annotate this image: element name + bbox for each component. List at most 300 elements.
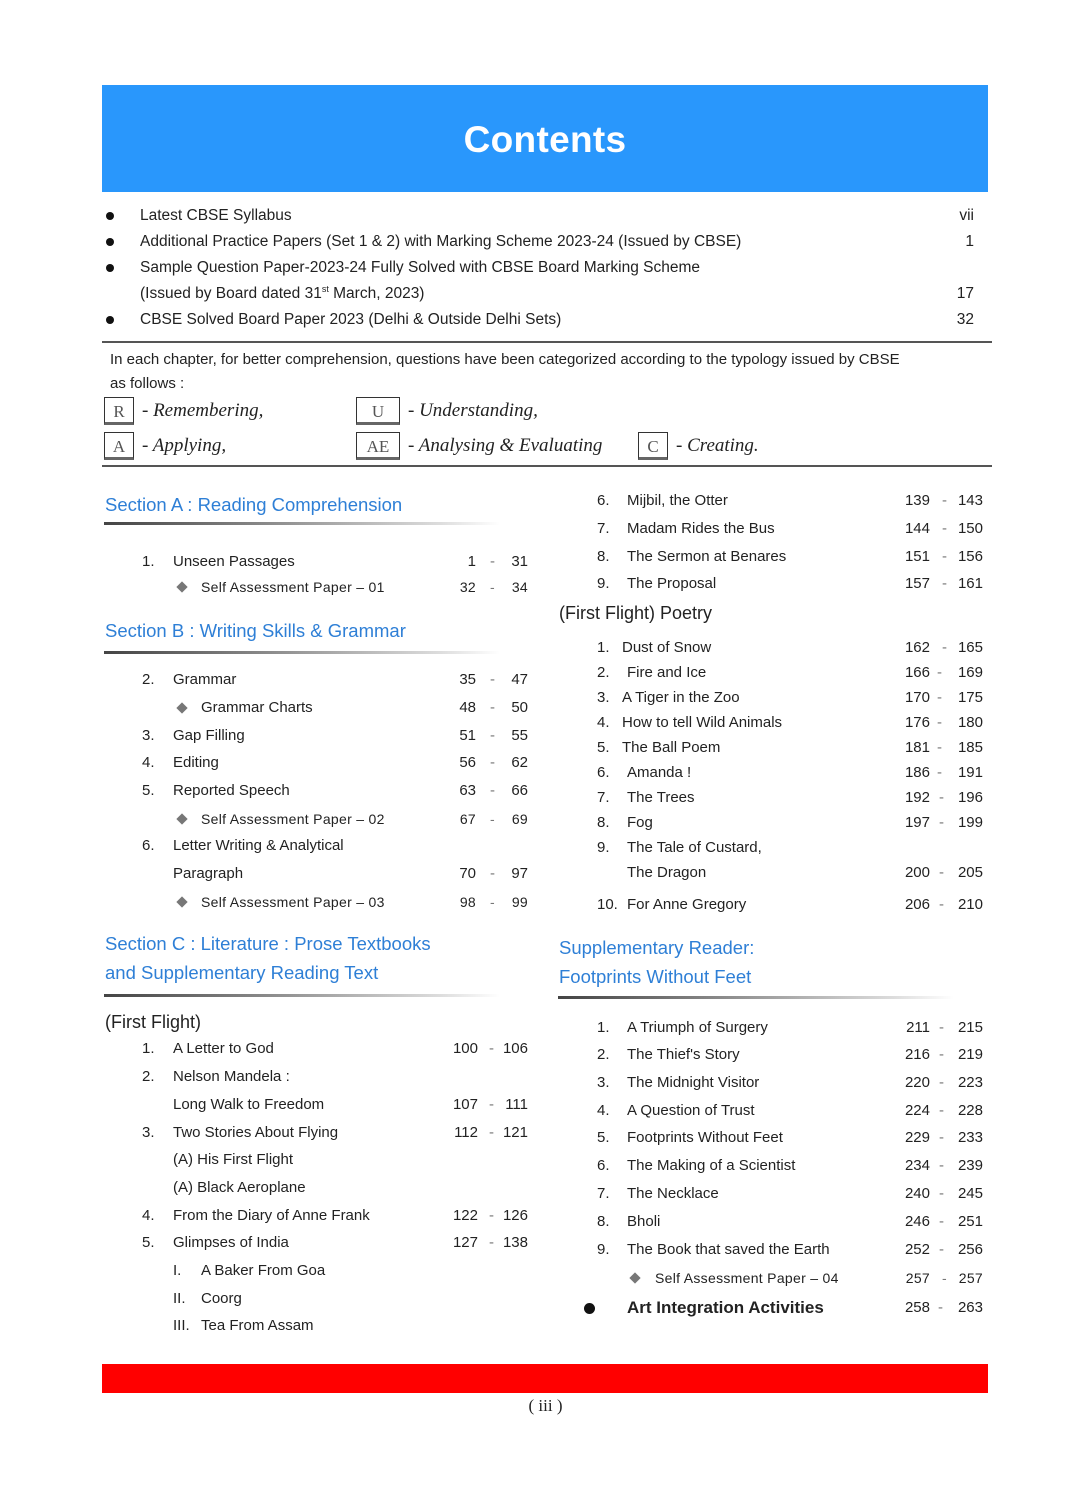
item-title-part: (Issued by Board dated 31	[140, 285, 322, 302]
page-from: 157	[904, 575, 930, 592]
page-to: 50	[511, 699, 528, 716]
toc-row[interactable]	[597, 1016, 987, 1040]
toc-row-sub[interactable]	[142, 807, 532, 831]
section-b-heading[interactable]: Section B : Writing Skills & Grammar	[105, 620, 406, 641]
item-title: The Midnight Visitor	[627, 1074, 760, 1091]
item-number: 5.	[597, 739, 610, 756]
page-to: 205	[957, 864, 983, 881]
item-number: 4.	[142, 754, 155, 771]
page-from: 48	[459, 699, 476, 716]
list-item[interactable]	[102, 229, 982, 255]
page-from: 112	[454, 1124, 478, 1141]
page-to: 156	[957, 548, 983, 565]
item-number: 5.	[142, 782, 155, 799]
page-dash: -	[939, 1185, 944, 1202]
page-to: 210	[957, 896, 983, 913]
item-title: Self Assessment Paper – 02	[201, 811, 385, 827]
section-heading-line: Supplementary Reader:	[559, 937, 755, 958]
bullet-icon	[106, 316, 114, 324]
page-title: Contents	[463, 118, 627, 160]
item-title: Gap Filling	[173, 727, 245, 744]
item-title: Self Assessment Paper – 01	[201, 579, 385, 595]
toc-row[interactable]	[597, 1210, 987, 1234]
bullet-icon	[584, 1303, 595, 1314]
page-to: 165	[957, 639, 983, 656]
page-from: 67	[459, 811, 476, 827]
typology-code-box: R	[104, 397, 134, 425]
page-to: 138	[502, 1234, 528, 1251]
section-rule	[104, 651, 500, 654]
footer-bar	[102, 1364, 988, 1393]
item-title: Bholi	[627, 1213, 661, 1230]
diamond-bullet-icon	[176, 581, 187, 592]
item-title: The Making of a Scientist	[627, 1157, 796, 1174]
item-number: 8.	[597, 814, 610, 831]
page-dash: -	[489, 1234, 494, 1251]
page-dash: -	[939, 814, 944, 831]
poetry-subheading: (First Flight) Poetry	[559, 603, 713, 623]
page-from: 186	[904, 764, 930, 781]
page-from: 166	[904, 664, 930, 681]
page-dash: -	[937, 714, 942, 731]
prose-subheading: (First Flight)	[105, 1012, 201, 1032]
toc-row[interactable]	[597, 1238, 987, 1262]
page-from: 211	[906, 1019, 930, 1036]
item-number: 2.	[142, 1068, 155, 1085]
item-title: Amanda !	[627, 764, 692, 781]
page-to: 111	[505, 1096, 528, 1113]
page-to: 239	[957, 1157, 983, 1174]
toc-row-sub[interactable]	[142, 890, 532, 914]
page-from: 197	[904, 814, 930, 831]
page-dash: -	[942, 1270, 947, 1286]
page-to: 126	[502, 1207, 528, 1224]
divider	[102, 341, 992, 343]
page-to: 47	[511, 671, 528, 688]
item-number: 4.	[597, 714, 610, 731]
page-dash: -	[490, 865, 495, 882]
page-dash: -	[490, 579, 495, 595]
page-from: 234	[904, 1157, 930, 1174]
item-title: From the Diary of Anne Frank	[173, 1207, 370, 1224]
page-from: 220	[904, 1074, 930, 1091]
item-title: Long Walk to Freedom	[173, 1096, 325, 1113]
typology-remembering	[104, 397, 263, 425]
page-to: 196	[957, 789, 983, 806]
roman-numeral: II.	[173, 1290, 186, 1307]
page-to: 97	[511, 865, 528, 882]
page-from: 1	[467, 553, 476, 570]
list-item[interactable]	[102, 307, 982, 333]
page-dash: -	[937, 689, 942, 706]
page-dash: -	[942, 575, 947, 592]
item-title: The Tale of Custard,	[627, 839, 762, 856]
page-dash: -	[937, 739, 942, 756]
page-from: 176	[904, 714, 930, 731]
toc-row-sub[interactable]	[142, 1287, 532, 1311]
typology-applying	[104, 432, 226, 460]
item-title: The Proposal	[627, 575, 717, 592]
page-dash: -	[939, 1019, 944, 1036]
toc-row[interactable]	[597, 489, 987, 513]
item-title: Fire and Ice	[627, 664, 707, 681]
toc-row[interactable]	[597, 761, 987, 785]
bullet-icon	[106, 238, 114, 246]
item-title: Editing	[173, 754, 219, 771]
item-title: Paragraph	[173, 865, 244, 882]
toc-row-sub[interactable]	[142, 696, 532, 720]
page-dash: -	[489, 1207, 494, 1224]
item-number: 2.	[597, 1046, 610, 1063]
page-dash: -	[937, 664, 942, 681]
item-title: The Book that saved the Earth	[627, 1241, 830, 1258]
item-number: 7.	[597, 1185, 610, 1202]
toc-row[interactable]	[142, 550, 532, 574]
item-number: 1.	[597, 639, 610, 656]
page-dash: -	[490, 811, 495, 827]
item-number: 4.	[597, 1102, 610, 1119]
typology-creating	[638, 432, 759, 460]
typology-label: - Analysing & Evaluating	[408, 435, 603, 456]
page-dash: -	[939, 864, 944, 881]
page-dash: -	[939, 1046, 944, 1063]
page-dash: -	[942, 520, 947, 537]
item-number: 2.	[597, 664, 610, 681]
page-to: 180	[957, 714, 983, 731]
page-number: 32	[956, 311, 974, 328]
page-to: 223	[957, 1074, 983, 1091]
typology-code-box: AE	[356, 432, 400, 460]
page-to: 199	[957, 814, 983, 831]
page-dash: -	[939, 789, 944, 806]
item-number: 8.	[597, 548, 610, 565]
list-item[interactable]	[102, 255, 982, 281]
page-dash: -	[939, 1241, 944, 1258]
page-from: 100	[452, 1040, 478, 1057]
toc-row[interactable]	[142, 1037, 532, 1061]
toc-row[interactable]	[142, 1204, 532, 1228]
intro-line: In each chapter, for better comprehension, questions have been categorized according to the typology issued by CBSE	[110, 351, 900, 368]
item-title: Coorg	[201, 1290, 242, 1307]
item-title: The Sermon at Benares	[627, 548, 787, 565]
page-dash: -	[489, 1124, 494, 1141]
page-from: 35	[459, 671, 476, 688]
page-to: 34	[511, 579, 528, 595]
toc-row-sub[interactable]	[142, 1259, 532, 1283]
page-to: 215	[957, 1019, 983, 1036]
page-from: 200	[904, 864, 930, 881]
item-number: 1.	[142, 553, 155, 570]
page-dash: -	[490, 699, 495, 716]
page-to: 245	[957, 1185, 983, 1202]
item-title: Letter Writing & Analytical	[173, 837, 344, 854]
toc-row[interactable]	[142, 751, 532, 775]
toc-row[interactable]	[597, 1154, 987, 1178]
item-title: Two Stories About Flying	[173, 1124, 339, 1141]
diamond-bullet-icon	[629, 1272, 640, 1283]
typology-label: - Applying,	[142, 435, 227, 456]
page-number: 17	[956, 285, 974, 302]
typology-analysing	[356, 432, 602, 460]
item-title: Unseen Passages	[173, 553, 295, 570]
typology-code-box: A	[104, 432, 134, 460]
page-from: 246	[904, 1213, 930, 1230]
item-number: 6.	[597, 492, 610, 509]
toc-row[interactable]	[597, 1126, 987, 1150]
toc-row[interactable]	[597, 736, 987, 760]
page-from: 98	[459, 894, 476, 910]
item-number: 4.	[142, 1207, 155, 1224]
toc-row[interactable]	[597, 572, 987, 596]
item-title: A Question of Trust	[627, 1102, 755, 1119]
toc-row[interactable]	[597, 636, 987, 660]
page-from: 151	[904, 548, 930, 565]
item-title: Additional Practice Papers (Set 1 & 2) with Marking Scheme 2023-24 (Issued by CBSE)	[140, 233, 742, 250]
page-from: 122	[452, 1207, 478, 1224]
item-title: The Thief's Story	[627, 1046, 740, 1063]
toc-row[interactable]	[597, 893, 987, 917]
toc-row[interactable]	[142, 779, 532, 803]
item-number: 6.	[597, 764, 610, 781]
page-dash: -	[939, 1074, 944, 1091]
item-title: Footprints Without Feet	[627, 1129, 783, 1146]
page-to: 66	[511, 782, 528, 799]
section-rule	[104, 522, 500, 525]
page-from: 144	[904, 520, 930, 537]
item-title: Mijbil, the Otter	[627, 492, 728, 509]
item-number: 6.	[597, 1157, 610, 1174]
toc-row-continuation[interactable]	[597, 861, 987, 885]
item-title: Self Assessment Paper – 04	[655, 1270, 839, 1286]
toc-row[interactable]	[597, 836, 987, 860]
page-dash: -	[490, 727, 495, 744]
section-a-heading[interactable]: Section A : Reading Comprehension	[105, 494, 403, 515]
item-title: Reported Speech	[173, 782, 290, 799]
typology-label: - Understanding,	[408, 400, 538, 421]
toc-row-continuation[interactable]	[142, 862, 532, 886]
page-to: 143	[957, 492, 983, 509]
page-to: 191	[957, 764, 983, 781]
page-dash: -	[490, 671, 495, 688]
item-title: The Ball Poem	[622, 739, 721, 756]
toc-row[interactable]	[597, 545, 987, 569]
page-dash: -	[490, 754, 495, 771]
item-number: 10.	[597, 896, 618, 913]
front-matter-list	[102, 203, 982, 333]
diamond-bullet-icon	[176, 896, 187, 907]
item-title: Latest CBSE Syllabus	[140, 207, 292, 224]
typology-code-box: U	[356, 397, 400, 425]
toc-row[interactable]	[142, 668, 532, 692]
toc-row[interactable]	[597, 686, 987, 710]
page-number: vii	[959, 207, 974, 224]
page-dash: -	[942, 548, 947, 565]
roman-numeral: III.	[173, 1317, 190, 1334]
page-from: 127	[452, 1234, 478, 1251]
item-number: 3.	[597, 1074, 610, 1091]
page-to: 169	[957, 664, 983, 681]
item-number: 7.	[597, 789, 610, 806]
item-number: 3.	[142, 727, 155, 744]
typology-intro	[110, 348, 990, 396]
toc-row-sub[interactable]	[142, 1148, 532, 1172]
typology-understanding	[356, 397, 538, 425]
item-title: Grammar	[173, 671, 237, 688]
item-title	[140, 281, 424, 307]
page-to: 106	[502, 1040, 528, 1057]
supplementary-reader-heading[interactable]	[559, 933, 754, 991]
section-c-heading[interactable]	[105, 929, 431, 987]
item-number: 2.	[142, 671, 155, 688]
toc-row[interactable]	[142, 834, 532, 858]
page-dash: -	[939, 1213, 944, 1230]
toc-row[interactable]	[597, 517, 987, 541]
page-to: 161	[957, 575, 983, 592]
typology-label: - Creating.	[676, 435, 759, 456]
item-number: 9.	[597, 839, 610, 856]
item-title: The Trees	[627, 789, 695, 806]
page-from: 229	[904, 1129, 930, 1146]
page-to: 256	[957, 1241, 983, 1258]
page-to: 263	[957, 1299, 983, 1316]
page-to: 233	[957, 1129, 983, 1146]
page-dash: -	[942, 492, 947, 509]
page-number-footer: ( iii )	[528, 1396, 563, 1415]
page-to: 31	[511, 553, 528, 570]
item-number: 1.	[142, 1040, 155, 1057]
page-to: 69	[511, 811, 528, 827]
section-heading-line: and Supplementary Reading Text	[105, 962, 379, 983]
page-dash: -	[939, 1157, 944, 1174]
page-from: 192	[904, 789, 930, 806]
page-from: 252	[904, 1241, 930, 1258]
item-number: 7.	[597, 520, 610, 537]
page-dash: -	[939, 896, 944, 913]
list-item-continuation[interactable]	[102, 281, 982, 307]
item-number: 9.	[597, 1241, 610, 1258]
item-title: A Baker From Goa	[201, 1262, 326, 1279]
toc-row[interactable]	[597, 711, 987, 735]
item-title: Tea From Assam	[201, 1317, 314, 1334]
page-from: 139	[904, 492, 930, 509]
page-dash: -	[938, 1299, 943, 1316]
item-number: 5.	[597, 1129, 610, 1146]
page-dash: -	[939, 1102, 944, 1119]
page-to: 257	[958, 1270, 983, 1286]
item-title: A Tiger in the Zoo	[622, 689, 740, 706]
page-from: 56	[459, 754, 476, 771]
page-from: 63	[459, 782, 476, 799]
item-number: 1.	[597, 1019, 610, 1036]
page-from: 170	[904, 689, 930, 706]
page-from: 206	[904, 896, 930, 913]
item-title: Nelson Mandela :	[173, 1068, 290, 1085]
bullet-icon	[106, 212, 114, 220]
page-dash: -	[939, 1129, 944, 1146]
diamond-bullet-icon	[176, 702, 187, 713]
divider	[102, 465, 992, 467]
page-from: 107	[452, 1096, 478, 1113]
toc-row[interactable]	[597, 786, 987, 810]
toc-row[interactable]	[142, 1121, 532, 1145]
item-title: Sample Question Paper-2023-24 Fully Solved with CBSE Board Marking Scheme	[140, 259, 700, 276]
page-dash: -	[490, 894, 495, 910]
toc-row[interactable]	[597, 661, 987, 685]
item-title: Glimpses of India	[173, 1234, 289, 1251]
item-number: 9.	[597, 575, 610, 592]
list-item[interactable]	[102, 203, 982, 229]
item-number: 8.	[597, 1213, 610, 1230]
item-title: CBSE Solved Board Paper 2023 (Delhi & Outside Delhi Sets)	[140, 311, 562, 328]
page-dash: -	[490, 553, 495, 570]
typology-code-box: C	[638, 432, 668, 460]
page-from: 224	[904, 1102, 930, 1119]
typology-label: - Remembering,	[142, 400, 264, 421]
roman-numeral: I.	[173, 1262, 182, 1279]
diamond-bullet-icon	[176, 813, 187, 824]
page-from: 32	[459, 579, 476, 595]
toc-row-sub[interactable]	[142, 575, 532, 599]
toc-row[interactable]	[142, 1065, 532, 1089]
page-to: 99	[511, 894, 528, 910]
toc-row[interactable]	[597, 811, 987, 835]
page-to: 62	[511, 754, 528, 771]
item-title: Grammar Charts	[201, 699, 313, 716]
toc-row[interactable]	[597, 1099, 987, 1123]
page-from: 70	[459, 865, 476, 882]
page-to: 175	[957, 689, 983, 706]
item-title: Fog	[627, 814, 653, 831]
page-to: 185	[957, 739, 983, 756]
toc-row-continuation[interactable]	[142, 1093, 532, 1117]
item-title: A Triumph of Surgery	[627, 1019, 768, 1036]
item-number: 5.	[142, 1234, 155, 1251]
page-from: 162	[904, 639, 930, 656]
page-dash: -	[489, 1040, 494, 1057]
page-from: 240	[904, 1185, 930, 1202]
toc-row-sub[interactable]	[597, 1266, 987, 1290]
toc-row-sub[interactable]	[142, 1314, 532, 1338]
item-title: The Dragon	[627, 864, 707, 881]
item-number: 6.	[142, 837, 155, 854]
section-rule	[558, 996, 954, 999]
page-from: 257	[905, 1270, 930, 1286]
page-dash: -	[937, 764, 942, 781]
page-from: 216	[904, 1046, 930, 1063]
item-title: (A) Black Aeroplane	[173, 1179, 306, 1196]
page-to: 150	[957, 520, 983, 537]
toc-row-art-integration[interactable]	[584, 1296, 987, 1320]
page-to: 121	[502, 1124, 528, 1141]
item-number: 3.	[142, 1124, 155, 1141]
toc-row-sub[interactable]	[142, 1176, 532, 1200]
toc-row[interactable]	[597, 1182, 987, 1206]
page-dash: -	[489, 1096, 494, 1113]
bullet-icon	[106, 264, 114, 272]
item-title: Dust of Snow	[622, 639, 712, 656]
toc-row[interactable]	[597, 1071, 987, 1095]
toc-row[interactable]	[597, 1043, 987, 1067]
item-title: Art Integration Activities	[627, 1298, 824, 1317]
toc-row[interactable]	[142, 724, 532, 748]
item-title: (A) His First Flight	[173, 1151, 293, 1168]
toc-row[interactable]	[142, 1231, 532, 1255]
item-title: The Necklace	[627, 1185, 719, 1202]
item-title: Self Assessment Paper – 03	[201, 894, 385, 910]
item-title-part: March, 2023)	[328, 285, 425, 302]
section-rule	[104, 994, 500, 997]
item-number: 3.	[597, 689, 610, 706]
